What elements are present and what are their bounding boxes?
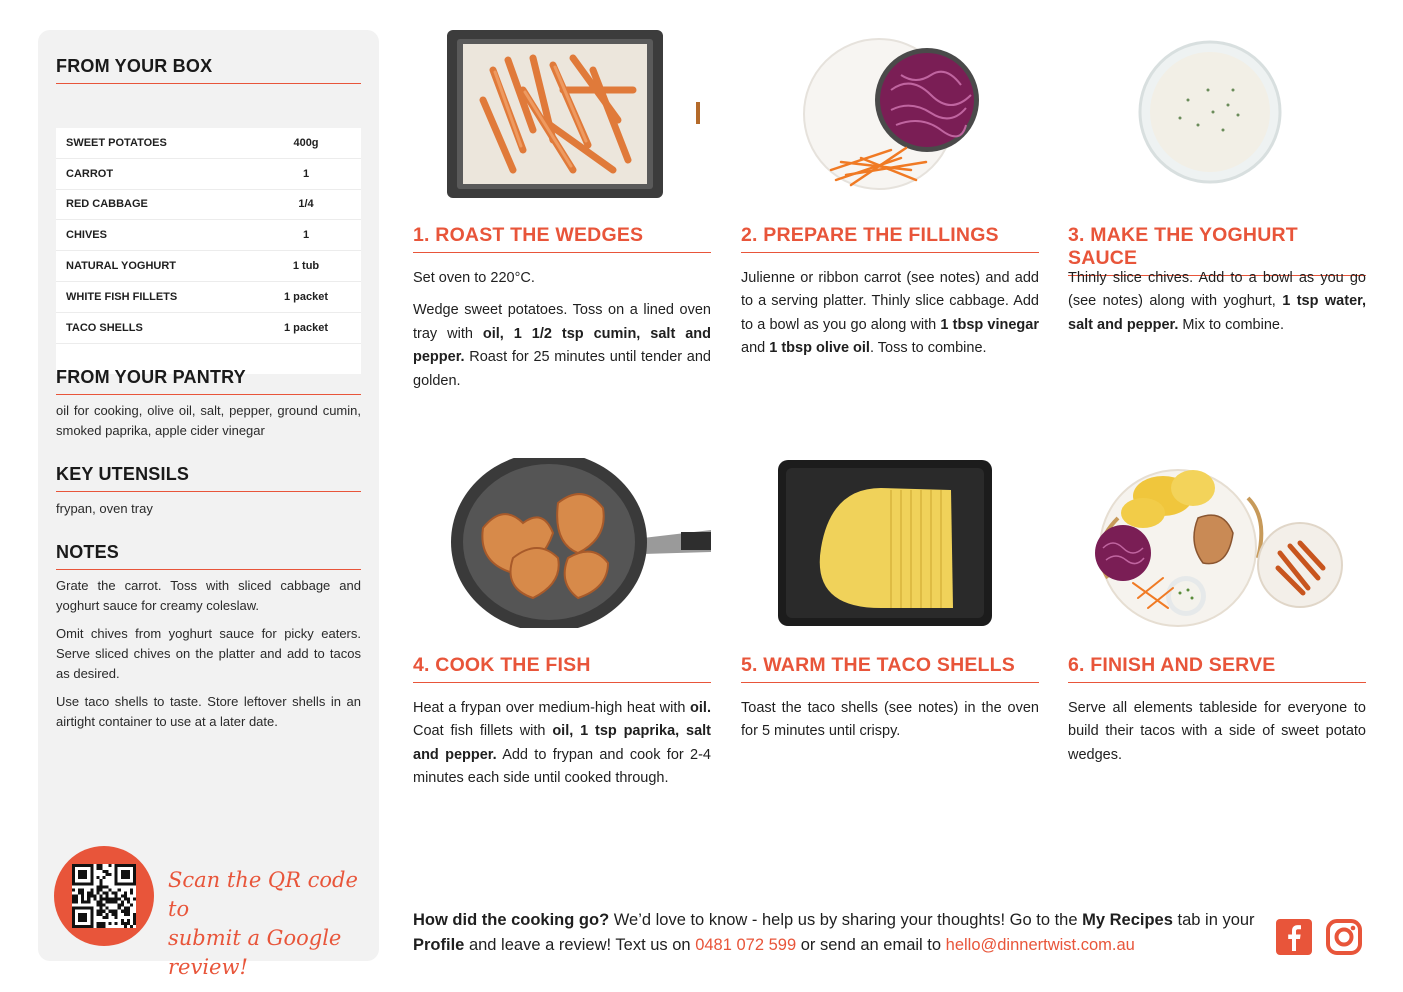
- note-item: Grate the carrot. Toss with sliced cabbage and yoghurt sauce for creamy coleslaw.: [56, 578, 361, 613]
- qr-caption: [168, 866, 368, 982]
- ingredient-row: [56, 159, 361, 190]
- roasted-wedges-tray-image: [413, 30, 711, 200]
- step-body: [741, 697, 1039, 753]
- taco-shells-tray-image: [741, 458, 1039, 628]
- contact-link[interactable]: hello@dinnertwist.com.au: [945, 936, 1135, 954]
- step-paragraph: [413, 299, 711, 393]
- text-run: or send an email to: [796, 936, 946, 954]
- key-utensils-heading: KEY UTENSILS: [56, 464, 361, 492]
- sidebar: [38, 30, 379, 979]
- step-body: [1068, 697, 1366, 776]
- ingredient-qty: 1 packet: [283, 321, 329, 334]
- utensils-text: frypan, oven tray: [56, 501, 153, 516]
- text-run: 1 tbsp vinegar: [940, 316, 1039, 333]
- ingredient-row: [56, 190, 361, 221]
- step-body: [741, 267, 1039, 370]
- text-run: How did the cooking go?: [413, 911, 610, 929]
- yoghurt-sauce-bowl-image: [1068, 30, 1366, 200]
- ingredient-qty: 1: [302, 167, 310, 180]
- note-item: Use taco shells to taste. Store leftover shells in an airtight container to use at a later date.: [56, 694, 361, 729]
- note-item: Omit chives from yoghurt sauce for picky eaters. Serve sliced chives on the platter and add to tacos as desired.: [56, 626, 361, 681]
- text-run: Serve all elements tableside for everyone to build their tacos with a side of sweet potato wedges.: [1068, 700, 1366, 763]
- ingredient-qty: 1/4: [298, 198, 314, 211]
- step-title: 2. PREPARE THE FILLINGS: [741, 224, 1039, 253]
- ingredient-qty: 1: [302, 229, 310, 242]
- fillings-platter-image: [741, 30, 1039, 200]
- text-run: and leave a review! Text us on: [464, 936, 696, 954]
- text-run: Toast the taco shells (see notes) in the oven for 5 minutes until crispy.: [741, 700, 1039, 740]
- step-paragraph: [741, 267, 1039, 361]
- step-paragraph: [741, 697, 1039, 744]
- text-run: and: [741, 340, 770, 357]
- text-run: Heat a frypan over medium-high heat with: [413, 700, 691, 716]
- qr-caption-line: Scan the QR code to: [168, 868, 358, 921]
- pantry-text: oil for cooking, olive oil, salt, pepper, ground cumin, smoked paprika, apple cider vinegar: [56, 403, 361, 438]
- step-paragraph: [413, 267, 711, 290]
- ingredient-name: TACO SHELLS: [66, 321, 143, 334]
- text-run: 1 tsp water, salt and pepper.: [1068, 293, 1367, 333]
- step-paragraph: [1068, 267, 1366, 337]
- text-run: oil, 1 tsp paprika, salt and pepper.: [413, 723, 711, 763]
- ingredient-name: WHITE FISH FILLETS: [66, 290, 178, 303]
- text-run: Set oven to 220°C.: [413, 270, 535, 286]
- ingredient-qty: 1 tub: [292, 260, 320, 273]
- ingredient-name: CHIVES: [66, 229, 107, 242]
- text-run: Thinly slice chives. Add to a bowl as you go (see notes) along with yoghurt,: [1068, 270, 1366, 310]
- step-title: 3. MAKE THE YOGHURT SAUCE: [1068, 224, 1366, 276]
- facebook-icon[interactable]: [1275, 918, 1313, 956]
- ingredient-row: [56, 251, 361, 282]
- ingredient-name: CARROT: [66, 167, 114, 180]
- text-run: Mix to combine.: [1178, 316, 1284, 333]
- ingredient-qty: 1 packet: [283, 290, 329, 303]
- text-run: Coat fish fillets with: [413, 723, 553, 740]
- text-run: Julienne or ribbon carrot (see notes) and add to a serving platter. Thinly slice cabbage. Add to a bowl as you go along with: [741, 270, 1039, 333]
- step-paragraph: [413, 697, 711, 791]
- step-title: 1. ROAST THE WEDGES: [413, 224, 711, 253]
- step-title: 4. COOK THE FISH: [413, 654, 711, 683]
- ingredient-name: SWEET POTATOES: [66, 136, 167, 149]
- qr-caption-line: submit a Google review!: [168, 926, 342, 979]
- text-run: Add to frypan and cook for 2-4 minutes each side until cooked through.: [413, 746, 711, 787]
- step-body: [413, 697, 711, 800]
- ingredient-name: RED CABBAGE: [66, 198, 148, 211]
- ingredient-row: [56, 313, 361, 344]
- step-title: 6. FINISH AND SERVE: [1068, 654, 1366, 683]
- ingredient-row: [56, 128, 361, 159]
- text-run: My Recipes: [1082, 911, 1173, 929]
- text-run: tab in your: [1172, 911, 1255, 929]
- from-your-box-heading: FROM YOUR BOX: [56, 56, 361, 84]
- text-run: We’d love to know - help us by sharing your thoughts! Go to the: [609, 911, 1083, 929]
- frypan-fish-image: [413, 458, 711, 628]
- ingredient-row: [56, 282, 361, 313]
- step-body: [1068, 267, 1366, 346]
- text-run: Wedge sweet potatoes. Toss on a lined oven tray with: [413, 302, 711, 342]
- step-body: [413, 267, 711, 402]
- ingredient-qty: 400g: [293, 136, 319, 149]
- text-run: . Toss to combine.: [869, 340, 987, 357]
- text-run: 1 tbsp olive oil: [769, 340, 870, 357]
- ingredient-row: [56, 220, 361, 251]
- qr-code-icon[interactable]: [72, 864, 136, 928]
- ingredient-name: NATURAL YOGHURT: [66, 260, 176, 273]
- text-run: Roast for 25 minutes until tender and golden.: [413, 349, 711, 389]
- review-footer: [413, 908, 1263, 958]
- step-title: 5. WARM THE TACO SHELLS: [741, 654, 1039, 683]
- step-paragraph: [1068, 697, 1366, 767]
- from-your-pantry-heading: FROM YOUR PANTRY: [56, 367, 361, 395]
- text-run: oil, 1 1/2 tsp cumin, salt and pepper.: [413, 325, 712, 366]
- text-run: Profile: [413, 936, 465, 954]
- notes-list: [56, 576, 361, 740]
- instagram-icon[interactable]: [1325, 918, 1363, 956]
- ingredients-table: [56, 128, 361, 374]
- notes-heading: NOTES: [56, 542, 361, 570]
- finished-tacos-platter-image: [1068, 458, 1366, 628]
- qr-badge: [54, 846, 154, 946]
- contact-link[interactable]: 0481 072 599: [695, 936, 797, 954]
- text-run: oil.: [690, 700, 711, 716]
